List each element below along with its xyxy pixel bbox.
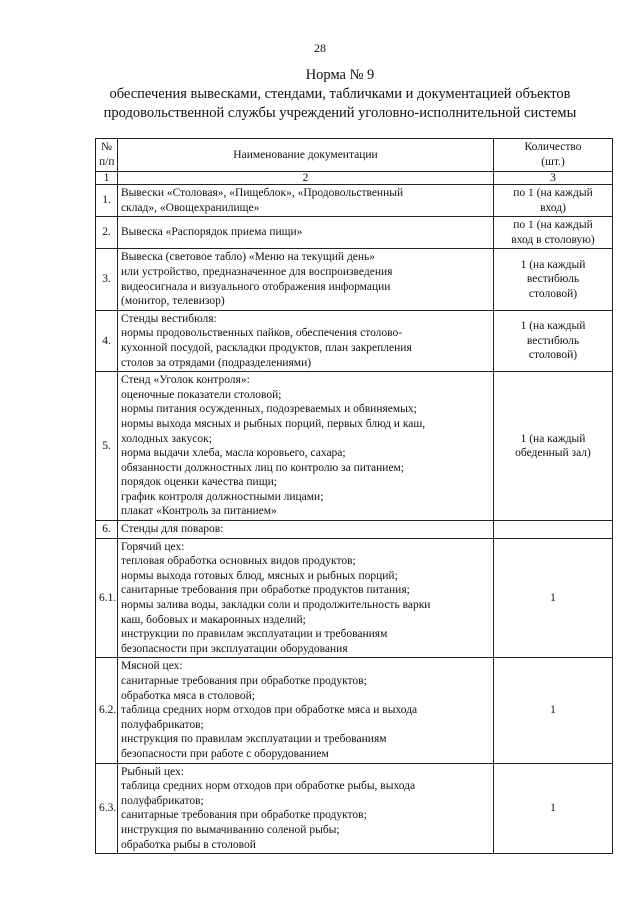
row-quantity-line: 1 (на каждый xyxy=(520,320,586,333)
row-name-line: нормы выхода готовых блюд, мясных и рыбных порций; xyxy=(121,569,398,582)
row-name xyxy=(118,310,494,371)
row-name-line: Стенды для поваров: xyxy=(121,523,224,536)
row-name xyxy=(118,521,494,539)
row-name-line: видеосигнала и визуального отображения информации xyxy=(121,280,391,293)
table-row xyxy=(96,217,613,249)
title-line-3: продовольственной службы учреждений уголовно-исполнительной системы xyxy=(103,105,577,121)
index-cell: 2 xyxy=(118,172,494,185)
row-name-line: инструкции по правилам эксплуатации и требованиям xyxy=(121,628,388,641)
row-name-line: санитарные требования при обработке продуктов; xyxy=(121,675,367,687)
document-title xyxy=(60,66,620,123)
row-quantity-line: по 1 (на каждый xyxy=(513,219,593,232)
row-name-line: порядок оценки качества пищи; xyxy=(121,476,277,489)
row-name-line: каш, бобовых и макаронных изделий; xyxy=(121,613,306,626)
row-quantity xyxy=(494,372,613,521)
row-name-line: оценочные показатели столовой; xyxy=(121,388,282,401)
row-quantity xyxy=(494,521,613,539)
row-name-line: безопасности при работе с оборудованием xyxy=(121,747,329,760)
row-name-line: обработка рыбы в столовой xyxy=(121,838,256,851)
row-name-line: Стенд «Уголок контроля»: xyxy=(121,374,250,387)
table-row xyxy=(96,310,613,371)
row-quantity-line: 1 xyxy=(550,802,556,815)
row-name-line: Рыбный цех: xyxy=(121,765,184,778)
row-quantity-line: вестибюль xyxy=(526,273,580,286)
row-name xyxy=(118,372,494,521)
header-qty-line: (шт.) xyxy=(541,156,565,168)
row-quantity-line: столовой) xyxy=(528,349,578,362)
table-row xyxy=(96,763,613,854)
row-quantity xyxy=(494,249,613,310)
table-row xyxy=(96,185,613,217)
page-number: 28 xyxy=(314,41,326,55)
row-quantity xyxy=(494,310,613,371)
title-line-1: Норма № 9 xyxy=(305,67,375,83)
row-name xyxy=(118,763,494,854)
row-number: 1. xyxy=(96,185,118,217)
row-name-line: безопасности при эксплуатации оборудования xyxy=(121,642,348,655)
row-name-line: инструкция по правилам эксплуатации и требованиям xyxy=(121,733,387,746)
row-number: 6.2. xyxy=(96,658,118,763)
row-number: 6.1. xyxy=(96,538,118,658)
row-quantity-line: 1 (на каждый xyxy=(520,258,586,271)
row-quantity-line: 1 (на каждый xyxy=(520,432,586,445)
row-number: 6.3. xyxy=(96,763,118,854)
row-name-line: санитарные требования при обработке продуктов; xyxy=(121,809,367,822)
row-name-line: холодных закусок; xyxy=(121,432,212,445)
row-name-line: график контроля должностными лицами; xyxy=(121,490,324,503)
row-name-line: инструкция по вымачиванию соленой рыбы; xyxy=(121,823,340,836)
row-name-line: обязанности должностных лиц по контролю за питанием; xyxy=(121,461,405,474)
row-quantity xyxy=(494,763,613,854)
title-line-2: обеспечения вывесками, стендами, табличками и документацией объектов xyxy=(109,86,571,102)
row-name-line: Вывеска «Распорядок приема пищи» xyxy=(121,226,303,239)
table-row xyxy=(96,658,613,763)
table-row xyxy=(96,372,613,521)
row-number: 4. xyxy=(96,310,118,371)
header-qty-line: Количество xyxy=(524,141,582,154)
table-row xyxy=(96,249,613,310)
row-number: 6. xyxy=(96,521,118,539)
row-name xyxy=(118,185,494,217)
row-number: 5. xyxy=(96,372,118,521)
header-num-line: № xyxy=(101,141,112,154)
row-name-line: тепловая обработка основных видов продуктов; xyxy=(121,555,356,568)
table-body xyxy=(96,185,613,854)
row-quantity xyxy=(494,217,613,249)
row-name-line: склад», «Овощехранилище» xyxy=(121,201,260,214)
row-name-line: норма выдачи хлеба, масла коровьего, сахара; xyxy=(121,447,346,460)
row-name-line: Горячий цех: xyxy=(121,540,185,553)
row-name-line: или устройство, предназначенное для воспроизведения xyxy=(121,265,393,278)
row-name-line: полуфабрикатов; xyxy=(121,718,204,731)
row-name-line: плакат «Контроль за питанием» xyxy=(121,505,277,518)
row-quantity-line: по 1 (на каждый xyxy=(513,187,593,199)
row-quantity-line: вход) xyxy=(540,201,566,214)
row-name-line: обработка мяса в столовой; xyxy=(121,689,255,702)
row-name xyxy=(118,658,494,763)
index-cell: 3 xyxy=(494,172,613,185)
row-name-line: (монитор, телевизор) xyxy=(121,295,225,308)
row-number: 3. xyxy=(96,249,118,310)
row-name-line: Мясной цех: xyxy=(121,660,183,673)
row-name-line: нормы выхода мясных и рыбных порций, первых блюд и каш, xyxy=(121,417,426,430)
row-name-line: таблица средних норм отходов при обработке рыбы, выхода xyxy=(121,780,416,793)
table-row xyxy=(96,538,613,658)
row-name-line: Вывески «Столовая», «Пищеблок», «Продовольственный xyxy=(121,187,404,199)
row-name-line: санитарные требования при обработке продуктов питания; xyxy=(121,584,410,597)
row-quantity xyxy=(494,658,613,763)
row-name xyxy=(118,249,494,310)
row-name xyxy=(118,538,494,658)
row-name-line: нормы питания осужденных, подозреваемых и обвиняемых; xyxy=(121,403,417,416)
row-quantity-line: вход в столовую) xyxy=(511,233,595,246)
row-quantity-line: столовой) xyxy=(528,287,578,300)
index-row xyxy=(96,172,613,185)
header-num xyxy=(96,139,118,172)
row-name-line: Вывеска (световое табло) «Меню на текущий день» xyxy=(121,251,376,264)
header-row xyxy=(96,139,613,172)
row-quantity-line: обеденный зал) xyxy=(515,447,591,460)
row-quantity xyxy=(494,185,613,217)
row-quantity-line: 1 xyxy=(550,704,556,717)
row-quantity-line: 1 xyxy=(550,591,556,604)
row-name-line: нормы продовольственных пайков, обеспечения столово- xyxy=(121,327,403,340)
header-name: Наименование документации xyxy=(118,139,494,172)
row-name xyxy=(118,217,494,249)
header-qty xyxy=(494,139,613,172)
row-name-line: нормы залива воды, закладки соли и продолжительность варки xyxy=(121,599,431,612)
row-name-line: полуфабрикатов; xyxy=(121,794,204,807)
header-num-line: п/п xyxy=(99,156,115,168)
table-row xyxy=(96,521,613,539)
row-quantity-line: вестибюль xyxy=(526,334,580,347)
row-name-line: столов за отрядами (подразделениями) xyxy=(121,356,312,369)
index-cell: 1 xyxy=(96,172,118,185)
row-name-line: Стенды вестибюля: xyxy=(121,312,217,325)
row-quantity xyxy=(494,538,613,658)
row-name-line: таблица средних норм отходов при обработке мяса и выхода xyxy=(121,704,418,717)
row-number: 2. xyxy=(96,217,118,249)
row-name-line: кухонной посудой, раскладки продуктов, план закрепления xyxy=(121,341,412,354)
norm-table xyxy=(95,138,613,854)
